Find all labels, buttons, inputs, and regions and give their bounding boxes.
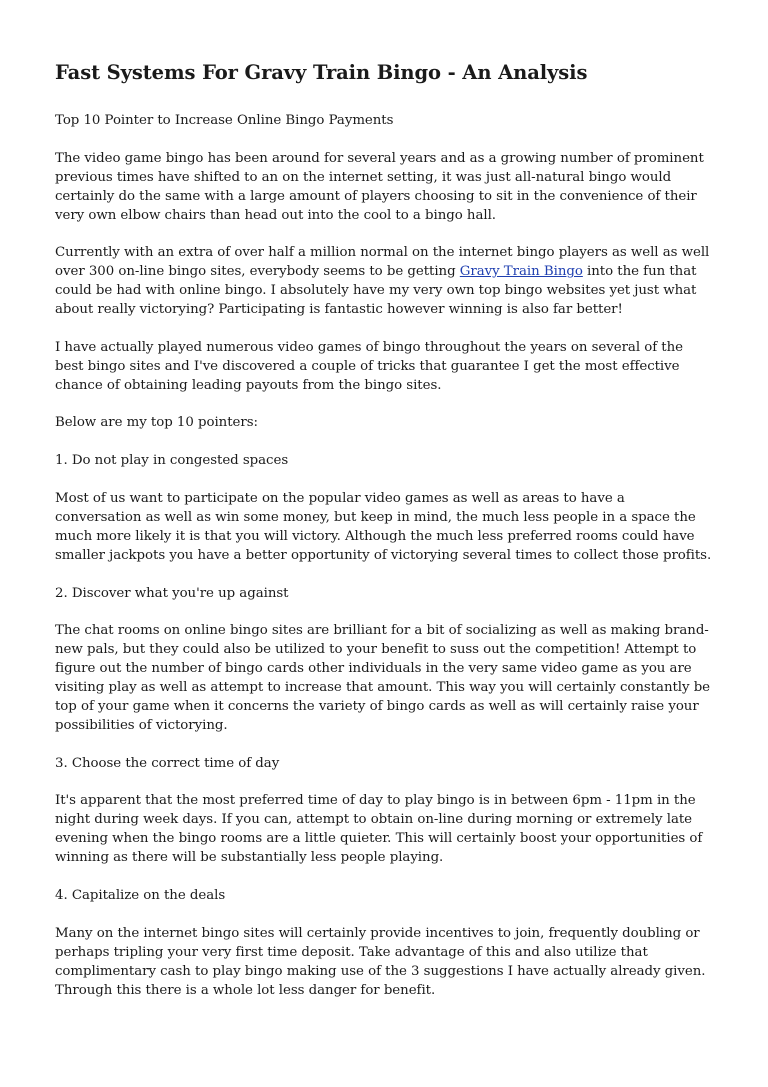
section-4-paragraph: Many on the internet bingo sites will certainly provide incentives to join, frequently doubling or perhaps tripling your very first time deposit. Take advantage of this and also utilize that complimentary cash to play bingo making use of the 3 suggestions I have actually already given. Through this there is a whole lot less danger for benefit. bbox=[55, 925, 706, 998]
section-2-paragraph: The chat rooms on online bingo sites are brilliant for a bit of socializing as well as making brand-new pals, but they could also be utilized to your benefit to suss out the competition! Attempt to figure out the number of bingo cards other individuals in the very same video game as you are visiting play as well as attempt to increase that amount. This way you will certainly constantly be top of your game when it concerns the variety of bingo cards as well as will certainly raise your possibilities of victorying. bbox=[55, 623, 711, 733]
paragraph-with-link bbox=[55, 244, 715, 320]
section-heading-4: 4. Capitalize on the deals bbox=[55, 887, 226, 903]
subtitle: Top 10 Pointer to Increase Online Bingo Payments bbox=[55, 113, 394, 128]
intro-paragraph: The video game bingo has been around for several years and as a growing number of prominent previous times have shifted to an on the internet setting, it was just all-natural bingo would certainly do the same with a large amount of players choosing to sit in the convenience of their very own elbow chairs than head out into the cool to a bingo hall. bbox=[55, 150, 704, 223]
page-title: Fast Systems For Gravy Train Bingo - An Analysis bbox=[55, 61, 588, 84]
pointers-intro: Below are my top 10 pointers: bbox=[55, 415, 258, 431]
section-heading-1: 1. Do not play in congested spaces bbox=[55, 453, 289, 469]
experience-paragraph: I have actually played numerous video games of bingo throughout the years on several of the best bingo sites and I've discovered a couple of tricks that guarantee I get the most effective chance of obtaining leading payouts from the bingo sites. bbox=[55, 339, 683, 393]
section-3-paragraph: It's apparent that the most preferred time of day to play bingo is in between 6pm - 11pm in the night during week days. If you can, attempt to obtain on-line during morning or extremely late evening when the bingo rooms are a little quieter. This will certainly boost your opportunities of winning as there will be substantially less people playing. bbox=[55, 793, 703, 866]
section-1-paragraph: Most of us want to participate on the popular video games as well as areas to have a conversation as well as win some money, but keep in mind, the much less people in a space the much more likely it is that you will victory. Although the much less preferred rooms could have smaller jackpots you have a better opportunity of victorying several times to collect those profits. bbox=[55, 491, 712, 563]
section-heading-2: 2. Discover what you're up against bbox=[55, 585, 289, 601]
gravy-train-bingo-link[interactable]: Gravy Train Bingo bbox=[459, 264, 583, 280]
document-page bbox=[55, 56, 715, 1019]
section-heading-3: 3. Choose the correct time of day bbox=[55, 755, 280, 771]
paragraph-text-after-link: into the fun that could be had with online bingo. I absolutely have my very own top bingo websites yet just what about really victorying? Participating is fantastic however winning is also far better! bbox=[55, 264, 697, 318]
paragraph-text-before-link: Currently with an extra of over half a million normal on the internet bingo players as well as well over 300 on-line bingo sites, everybody seems to be getting bbox=[55, 245, 710, 280]
